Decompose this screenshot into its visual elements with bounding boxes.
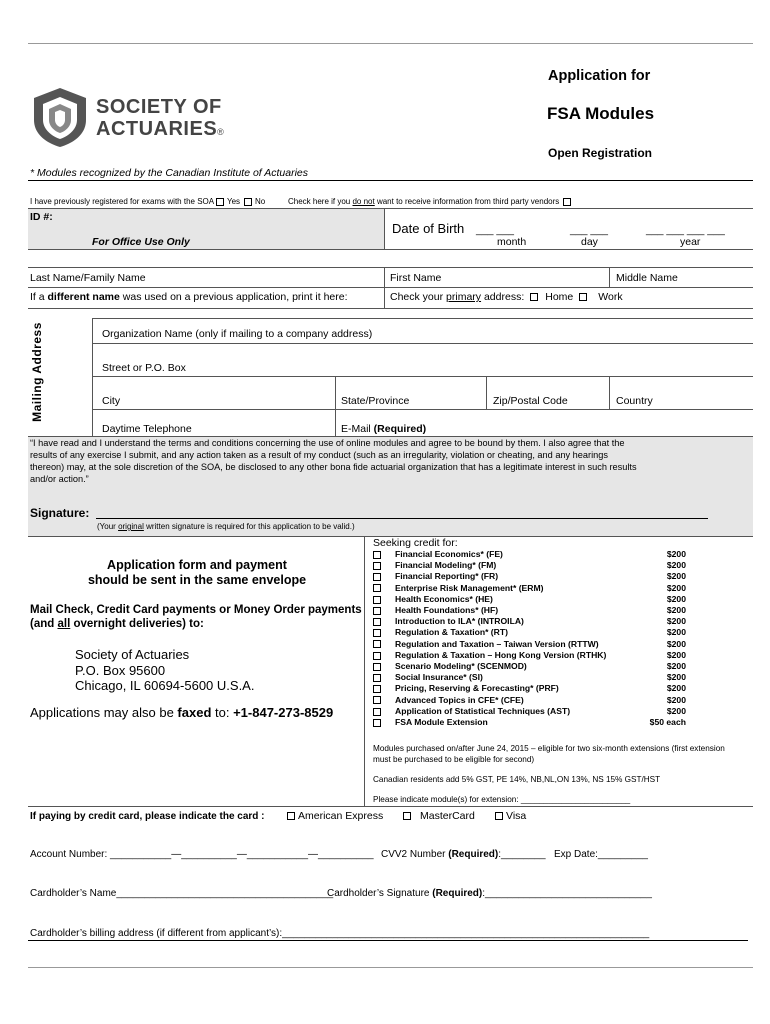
address-line-3: Chicago, IL 60694-5600 U.S.A. (75, 678, 255, 693)
dob-year-label: year (680, 236, 701, 248)
credit-checkbox[interactable] (373, 663, 381, 671)
credit-item[interactable] (372, 672, 690, 683)
vendor-optout-checkbox[interactable] (563, 198, 571, 206)
credit-item[interactable] (372, 571, 690, 582)
credit-checkbox[interactable] (373, 562, 381, 570)
dob-month-label: month (497, 236, 527, 248)
zip-field[interactable]: Zip/Postal Code (493, 395, 568, 407)
credit-price: $200 (666, 593, 686, 604)
credit-checkbox[interactable] (373, 674, 381, 682)
credit-label: Regulation and Taxation – Taiwan Version (RTTW) (395, 638, 599, 649)
country-field[interactable]: Country (616, 395, 653, 407)
amex-label: American Express (298, 810, 384, 822)
vendor-text-2: want to receive information from third party vendors (374, 197, 560, 206)
credit-label: Application of Statistical Techniques (AST) (395, 705, 571, 716)
signature-note (97, 522, 355, 532)
city-divider-2 (486, 376, 487, 409)
credit-label: FSA Module Extension (395, 717, 488, 727)
dob-day-label: day (581, 236, 598, 248)
credit-item[interactable] (372, 616, 690, 627)
credit-price: $200 (666, 560, 686, 571)
organization-field[interactable]: Organization Name (only if mailing to a company address) (102, 328, 373, 340)
credit-label: Regulation & Taxation – Hong Kong Version (RTHK) (395, 649, 607, 660)
credit-price: $200 (666, 661, 686, 671)
mastercard-checkbox[interactable] (403, 812, 411, 820)
credit-checkbox[interactable] (373, 607, 381, 615)
id-label: ID #: (30, 211, 53, 223)
credit-price: $200 (666, 694, 686, 705)
street-field[interactable]: Street or P.O. Box (102, 362, 186, 374)
credit-item[interactable] (372, 639, 690, 650)
name-top-rule (28, 267, 753, 268)
agreement-line-4: and/or action.” (30, 474, 89, 484)
first-name-field[interactable]: First Name (390, 272, 442, 284)
office-use-box (28, 209, 384, 249)
cardholder-signature-field[interactable] (327, 887, 652, 900)
cia-note: * Modules recognized by the Canadian Institute of Actuaries (30, 167, 309, 179)
visa-option[interactable] (494, 810, 526, 823)
credit-price: $200 (666, 605, 686, 615)
credit-item[interactable] (372, 605, 690, 616)
billing-address-field[interactable]: Cardholder’s billing address (if different from applicant’s):__________________________________________________________________ (30, 928, 650, 939)
credit-checkbox[interactable] (373, 719, 381, 727)
fax-number: +1-847-273-8529 (233, 705, 334, 720)
agreement-line-1: “I have read and I understand the terms and conditions concerning the use of online modules and agree to be bound by them. I also agree that the (30, 438, 625, 448)
vendor-text-1: Check here if you (288, 197, 353, 206)
credit-checkbox[interactable] (373, 618, 381, 626)
credit-price: $200 (666, 649, 686, 660)
address-line-2: P.O. Box 95600 (75, 662, 166, 678)
credit-price: $200 (666, 705, 686, 716)
dob-day-field[interactable]: ___ ___ (570, 224, 608, 236)
cvv-required: (Required) (448, 849, 499, 860)
credit-checkbox[interactable] (373, 573, 381, 581)
logo-line2-wrap (96, 118, 224, 141)
title-line2: FSA Modules (547, 104, 655, 123)
credit-item[interactable] (372, 594, 690, 605)
credit-item[interactable] (372, 650, 690, 661)
cardholder-name-field[interactable]: Cardholder’s Name_______________________________________ (30, 888, 334, 899)
credit-price: $200 (666, 638, 686, 649)
bottom-rule (28, 967, 753, 968)
city-rule (92, 409, 753, 410)
office-use-label: For Office Use Only (92, 236, 190, 248)
middle-name-field[interactable]: Middle Name (616, 272, 678, 284)
credit-checkbox[interactable] (373, 696, 381, 704)
vendor-optout (288, 197, 574, 207)
sig-note-emph: original (118, 522, 144, 531)
fax-text-1: Applications may also be (30, 705, 178, 720)
credit-label: Enterprise Risk Management* (ERM) (395, 582, 544, 593)
holder-sig-label: Cardholder’s Signature (327, 888, 433, 899)
city-divider-1 (335, 376, 336, 436)
credit-label: Health Foundations* (HF) (395, 605, 499, 615)
payment-bottom-rule (28, 806, 753, 807)
previous-registration-yes[interactable] (215, 197, 240, 207)
primary-emph: primary (446, 291, 482, 303)
extension-modules-field[interactable]: Please indicate module(s) for extension: ________________________ (373, 795, 631, 804)
credit-item[interactable] (372, 560, 690, 571)
name-divider-2 (609, 267, 610, 287)
name-mid-rule (28, 287, 753, 288)
credit-price: $200 (666, 616, 686, 627)
credit-checkbox[interactable] (373, 584, 381, 592)
mail-line-2 (30, 618, 204, 630)
previous-registration-no[interactable] (243, 197, 265, 207)
credit-label: Regulation & Taxation* (RT) (395, 627, 508, 638)
state-field[interactable]: State/Province (341, 395, 410, 407)
credits-heading: Seeking credit for: (373, 537, 458, 549)
last-name-field[interactable]: Last Name/Family Name (30, 272, 146, 284)
dob-month-field[interactable]: ___ ___ (476, 224, 514, 236)
cvv-label: CVV2 Number (381, 849, 449, 860)
credit-item[interactable] (372, 717, 690, 728)
signature-label: Signature: (30, 506, 90, 520)
city-divider-3 (609, 376, 610, 409)
work-label: Work (598, 291, 623, 303)
mastercard-option[interactable] (402, 810, 475, 823)
id-top-rule (28, 208, 753, 209)
extension-note (373, 744, 725, 765)
holder-sig-blank: :______________________________ (482, 888, 652, 899)
logo-line1: SOCIETY OF (96, 96, 222, 118)
cvv-field[interactable] (381, 848, 546, 861)
credit-price: $200 (666, 582, 686, 593)
credit-price: $200 (666, 672, 686, 683)
credit-label: Introduction to ILA* (INTROILA) (395, 616, 524, 627)
amex-checkbox[interactable] (287, 812, 295, 820)
credit-item[interactable] (372, 706, 690, 717)
extension-note-1: Modules purchased on/after June 24, 2015 – eligible for two six-month extensions (first extension (373, 744, 725, 753)
name-bottom-rule (28, 308, 753, 309)
shield-icon (30, 86, 90, 148)
fax-text-2: to: (211, 705, 234, 720)
home-checkbox[interactable] (530, 293, 538, 301)
title-line1: Application for (548, 68, 651, 84)
mastercard-label: MasterCard (420, 810, 475, 822)
agreement-line-2: results of any exercise I submit, and any action taken as a result of my conduct (such as an irregularity, violation or cheating, and any hearings (30, 450, 608, 460)
visa-label: Visa (506, 810, 527, 822)
exp-date-field[interactable]: Exp Date:_________ (554, 849, 648, 860)
no-checkbox[interactable] (244, 198, 252, 206)
registered-mark: ® (217, 127, 224, 137)
visa-checkbox[interactable] (495, 812, 503, 820)
credit-label: Advanced Topics in CFE* (CFE) (395, 694, 524, 705)
credit-price: $200 (666, 549, 686, 559)
credit-item[interactable] (372, 683, 690, 694)
agreement-text (30, 437, 637, 485)
credit-item[interactable] (372, 695, 690, 706)
credit-label: Financial Reporting* (FR) (395, 571, 499, 582)
credit-price: $200 (666, 683, 686, 694)
credit-label: Financial Modeling* (FM) (395, 560, 497, 571)
email-label: E-Mail (341, 423, 374, 435)
email-field[interactable] (341, 423, 426, 436)
payment-divider (364, 536, 365, 807)
sig-note-2: written signature is required for this application to be valid.) (143, 522, 355, 531)
envelope-line-1: Application form and payment (107, 558, 287, 572)
mailing-top-rule (92, 318, 753, 319)
id-divider (384, 208, 385, 249)
credit-price: $50 each (649, 717, 686, 727)
dob-year-field[interactable]: ___ ___ ___ ___ (646, 224, 725, 236)
mailing-address-side-label: Mailing Address (30, 322, 44, 422)
yes-label: Yes (227, 197, 241, 206)
mail-line-2a: (and (30, 618, 58, 630)
credit-price: $200 (666, 571, 686, 582)
primary-text-1: Check your (390, 291, 447, 303)
primary-address-choice (390, 291, 623, 304)
mail-line-2-emph: all (57, 618, 71, 630)
credit-item[interactable] (372, 549, 690, 560)
street-rule (92, 376, 753, 377)
canadian-tax-note: Canadian residents add 5% GST, PE 14%, NB,NL,ON 13%, NS 15% GST/HST (373, 775, 661, 784)
diff-name-emph: different name (47, 291, 120, 303)
credit-label: Scenario Modeling* (SCENMOD) (395, 661, 527, 671)
credit-label: Financial Economics* (FE) (395, 549, 503, 559)
mail-line-2b: overnight deliveries) to: (70, 618, 204, 630)
previous-registration-question: I have previously registered for exams with the SOA (30, 197, 215, 206)
dob-label: Date of Birth (392, 221, 465, 236)
extension-note-2: must be purchased to be eligible for second) (373, 754, 535, 764)
credit-label: Social Insurance* (SI) (395, 672, 483, 683)
card-prompt: If paying by credit card, please indicate the card : (30, 811, 265, 822)
credit-checkbox[interactable] (373, 652, 381, 660)
logo-line2: ACTUARIES (96, 118, 218, 140)
credit-checkbox[interactable] (373, 708, 381, 716)
phone-field[interactable]: Daytime Telephone (102, 423, 192, 435)
fax-line (30, 705, 333, 720)
envelope-line-2: should be sent in the same envelope (87, 573, 307, 587)
credit-label: Pricing, Reserving & Forecasting* (PRF) (395, 683, 559, 694)
org-rule (92, 343, 753, 344)
credit-checkbox[interactable] (373, 685, 381, 693)
credit-checkbox[interactable] (373, 629, 381, 637)
agreement-line-3: thereon) may, at the sole discretion of the SOA, be disclosed to any other bona fide actuarial organization that has a legitimate interest in such results (30, 462, 637, 472)
vendor-text-emph: do not (352, 197, 375, 206)
diff-name-text-1: If a (30, 291, 48, 303)
address-line-1: Society of Actuaries (75, 647, 190, 662)
yes-checkbox[interactable] (216, 198, 224, 206)
account-number-field[interactable]: Account Number: ___________—__________—___________—__________ (30, 849, 374, 860)
top-rule (28, 43, 753, 44)
credit-item[interactable] (372, 627, 690, 638)
primary-text-2: address: (481, 291, 525, 303)
signature-line[interactable] (96, 518, 708, 519)
credit-checkbox[interactable] (373, 596, 381, 604)
credit-item[interactable] (372, 661, 690, 672)
credit-checkbox[interactable] (373, 640, 381, 648)
fax-emph: faxed (177, 705, 212, 720)
billing-rule (28, 940, 748, 941)
diff-name-text-2: was used on a previous application, print it here: (119, 291, 348, 303)
mail-line-1: Mail Check, Credit Card payments or Money Order payments (30, 604, 362, 616)
cvv-blank: :________ (498, 849, 546, 860)
subtitle: Open Registration (548, 146, 653, 160)
mailing-left-rule (92, 318, 93, 436)
holder-sig-required: (Required) (432, 888, 483, 899)
amex-option[interactable] (286, 810, 383, 823)
id-bottom-rule (28, 249, 753, 250)
credit-label: Health Economics* (HE) (395, 593, 493, 604)
credit-price: $200 (666, 627, 686, 638)
credit-item[interactable] (372, 583, 690, 594)
email-required: (Required) (373, 423, 427, 435)
mailing-address-block (75, 647, 254, 694)
home-label: Home (545, 291, 574, 303)
soa-logo (30, 86, 230, 148)
no-label: No (255, 197, 266, 206)
credit-checkbox[interactable] (373, 551, 381, 559)
sig-note-1: (Your (97, 522, 119, 531)
work-checkbox[interactable] (579, 293, 587, 301)
city-field[interactable]: City (102, 395, 121, 407)
note-rule (28, 180, 753, 181)
different-name-field[interactable] (30, 291, 348, 304)
